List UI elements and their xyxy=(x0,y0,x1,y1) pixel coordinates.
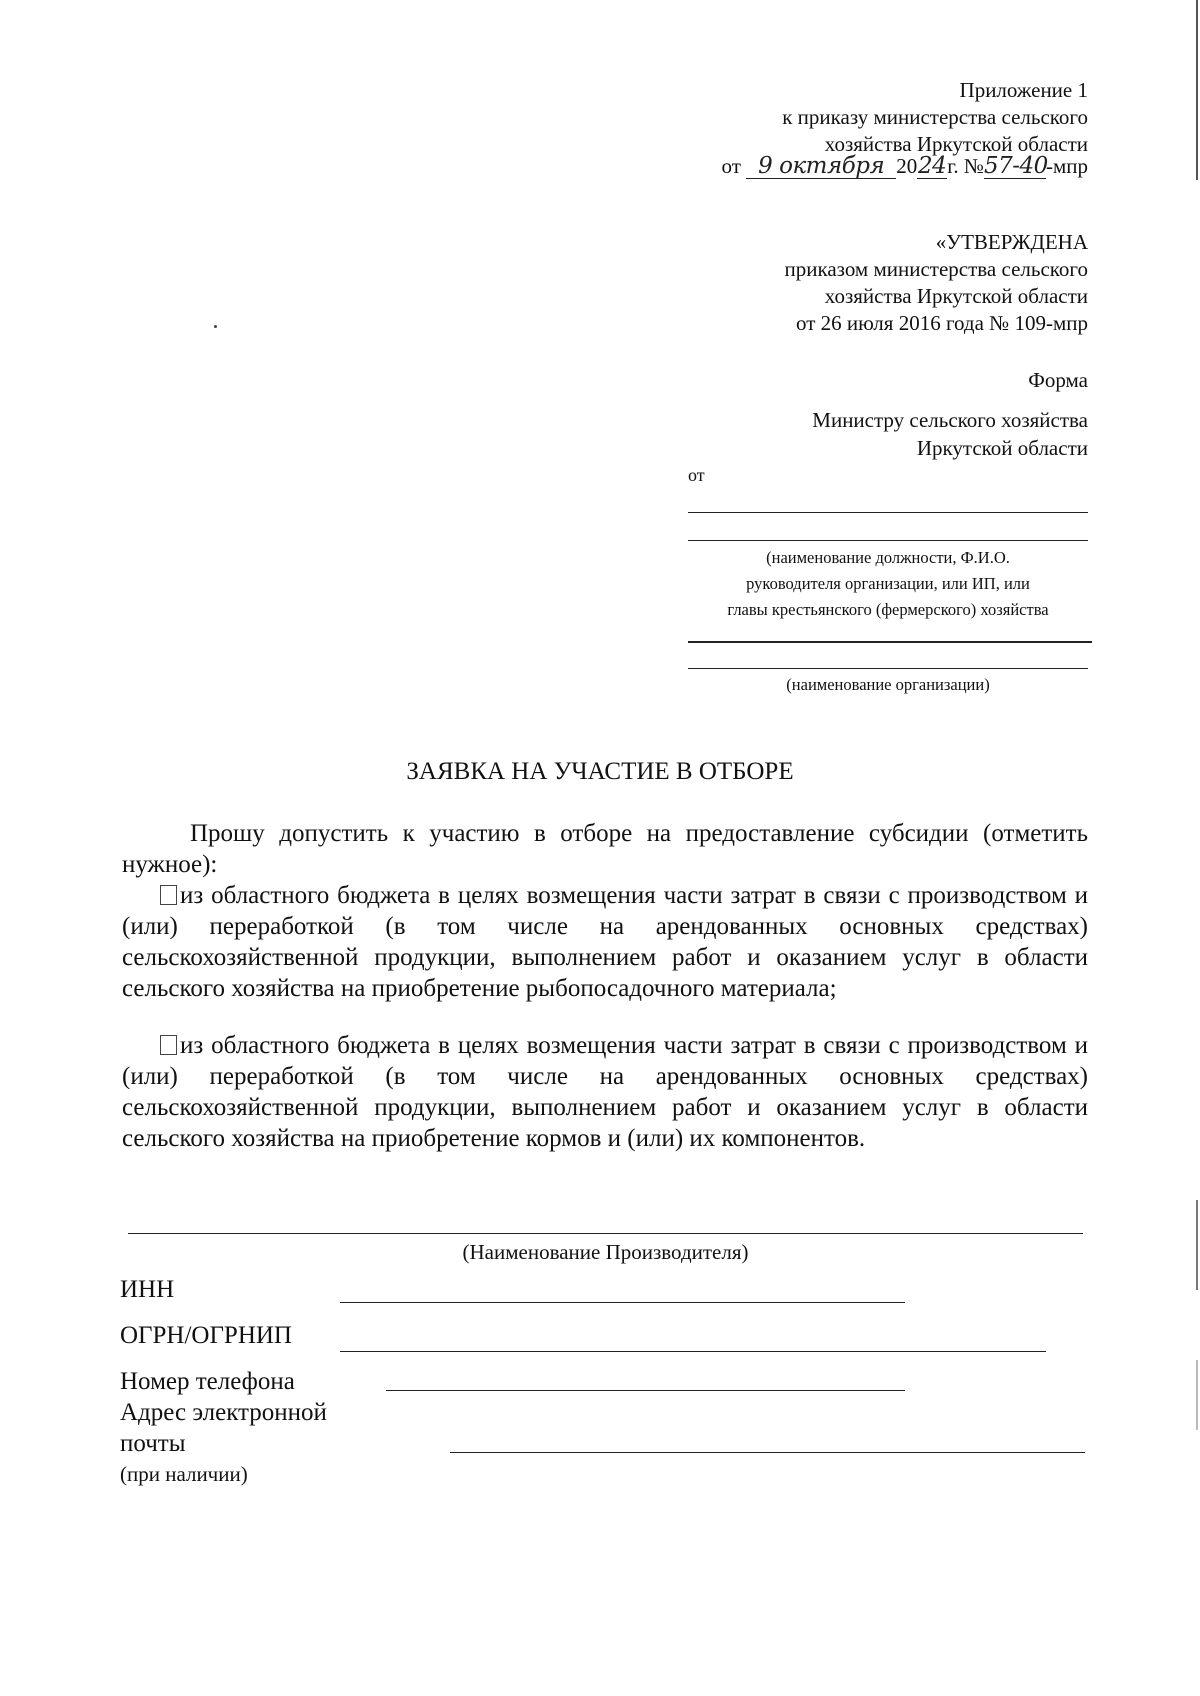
approval-title: «УТВЕРЖДЕНА xyxy=(935,230,1088,254)
order-suffix: -мпр xyxy=(1045,154,1088,178)
option-1-text: из областного бюджета в целях возмещения части затрат в связи с производством и (или) переработкой (в том числе на арендованных основных средствах) сельскохозяйственной продукции, выполнением работ и оказанием услуг в области сельского хозяйства на приобретение рыбопосадочного материала; xyxy=(122,882,1088,1002)
scan-edge-lower xyxy=(1196,1360,1198,1430)
applicant-name-line-2 xyxy=(688,540,1088,541)
option-2-checkbox[interactable] xyxy=(160,1035,177,1055)
phone-label: Номер телефона xyxy=(120,1368,295,1395)
from-label: от xyxy=(688,465,705,485)
option-2 xyxy=(122,1030,1088,1154)
form-label: Форма xyxy=(1028,368,1088,392)
applicant-name-line-1 xyxy=(688,512,1088,513)
year-unit: г. № xyxy=(947,154,984,178)
email-label-line2: почты xyxy=(120,1430,186,1457)
date-prefix: от xyxy=(721,154,741,178)
phone-input-line[interactable] xyxy=(386,1390,905,1391)
handwritten-order-number: 57-40 xyxy=(983,153,1048,179)
option-2-text: из областного бюджета в целях возмещения части затрат в связи с производством и (или) переработкой (в том числе на арендованных основных средствах) сельскохозяйственной продукции, выполнением работ и оказанием услуг в области сельского хозяйства на приобретение кормов и (или) их компонентов. xyxy=(122,1032,1088,1152)
scan-speck xyxy=(214,325,217,328)
caption-organization: (наименование организации) xyxy=(786,675,990,694)
appendix-label: Приложение 1 xyxy=(959,78,1088,102)
year-prefix: 20 xyxy=(896,154,918,178)
caption-position-line2: руководителя организации, или ИП, или xyxy=(746,574,1030,593)
organization-line-1 xyxy=(688,641,1092,643)
document-title: ЗАЯВКА НА УЧАСТИЕ В ОТБОРЕ xyxy=(406,758,794,785)
caption-position-line3: главы крестьянского (фермерского) хозяйства xyxy=(727,600,1049,619)
email-label-line1: Адрес электронной xyxy=(120,1399,327,1426)
email-note: (при наличии) xyxy=(120,1462,248,1486)
order-ref-line2: хозяйства Иркутской области xyxy=(824,132,1088,156)
addressee-line1: Министру сельского хозяйства xyxy=(812,408,1088,432)
inn-input-line[interactable] xyxy=(340,1302,905,1303)
order-ref-line1: к приказу министерства сельского xyxy=(782,105,1088,129)
inn-label: ИНН xyxy=(120,1276,175,1303)
ogrn-label: ОГРН/ОГРНИП xyxy=(120,1322,292,1349)
caption-position-line1: (наименование должности, Ф.И.О. xyxy=(766,548,1010,567)
addressee-line2: Иркутской области xyxy=(916,436,1088,460)
approval-line1: приказом министерства сельского xyxy=(784,257,1088,281)
handwritten-date: 9 октября xyxy=(746,154,896,179)
scan-edge-middle xyxy=(1196,1200,1198,1290)
email-input-line[interactable] xyxy=(450,1452,1085,1453)
ogrn-input-line[interactable] xyxy=(340,1351,1046,1352)
organization-line-2 xyxy=(688,668,1088,669)
option-1 xyxy=(122,880,1088,1004)
scan-edge-top xyxy=(1196,0,1198,180)
handwritten-year: 24 xyxy=(918,153,947,179)
approval-line2: хозяйства Иркутской области xyxy=(824,284,1088,308)
producer-name-line xyxy=(128,1233,1083,1234)
option-1-checkbox[interactable] xyxy=(160,885,177,905)
approval-line3: от 26 июля 2016 года № 109-мпр xyxy=(796,311,1088,335)
intro-paragraph: Прошу допустить к участию в отборе на предоставление субсидии (отметить нужное): xyxy=(122,820,1088,878)
order-date-line xyxy=(722,152,1088,180)
producer-caption: (Наименование Производителя) xyxy=(462,1240,749,1264)
